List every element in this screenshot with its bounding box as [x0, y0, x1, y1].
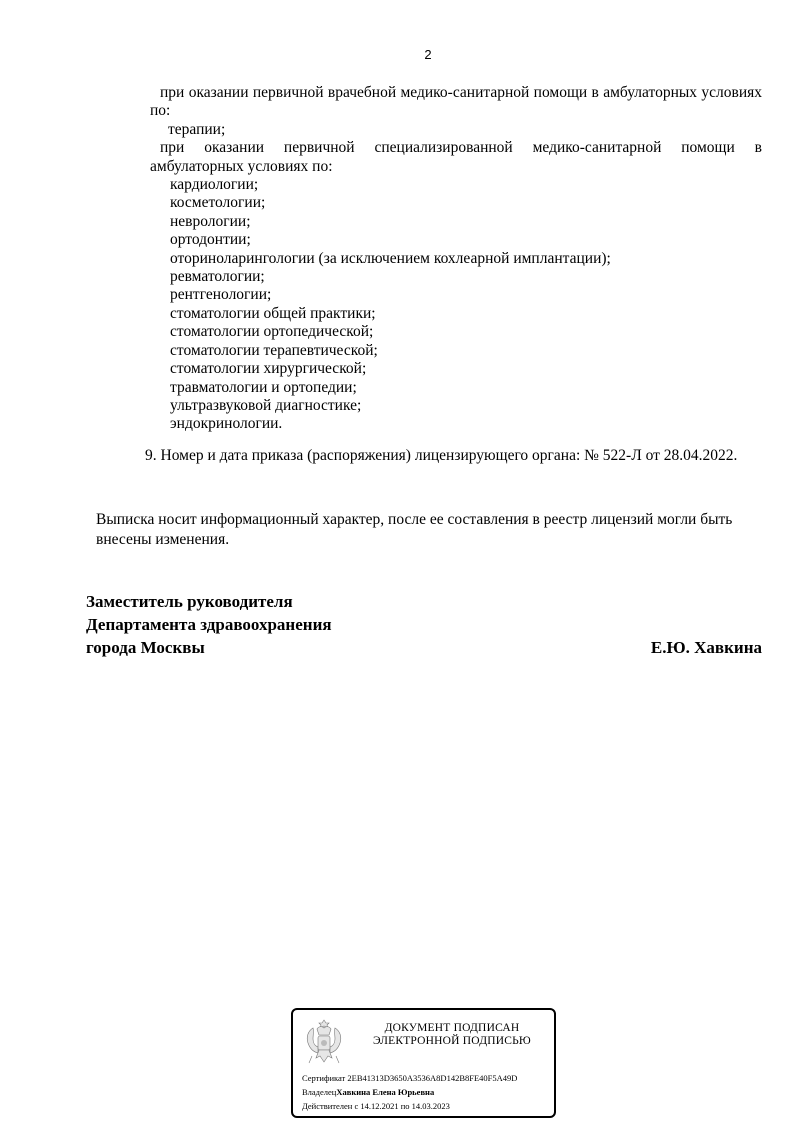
specialty-item: кардиологии;: [170, 176, 259, 194]
owner-value: Хавкина Елена Юрьевна: [336, 1087, 435, 1097]
order-number-line: 9. Номер и дата приказа (распоряжения) лицензирующего органа: № 522-Л от 28.04.2022.: [145, 447, 738, 464]
specialty-item: рентгенологии;: [170, 286, 272, 304]
signature-block: [86, 590, 762, 659]
certificate-line: [302, 1071, 517, 1085]
specialized-care-paragraph: при оказании первичной специализированной медико-санитарной помощи в амбулаторных условиях по:: [150, 139, 762, 175]
specialty-item: неврологии;: [170, 212, 251, 230]
stamp-title-line: ЭЛЕКТРОННОЙ ПОДПИСЬЮ: [373, 1035, 531, 1047]
electronic-signature-stamp: [291, 1008, 556, 1118]
validity-line: Действителен с 14.12.2021 по 14.03.2023: [302, 1101, 450, 1111]
specialty-item: стоматологии ортопедической;: [170, 323, 374, 341]
owner-line: [302, 1085, 517, 1099]
stamp-title-line: ДОКУМЕНТ ПОДПИСАН: [384, 1022, 520, 1034]
specialty-item: стоматологии хирургической;: [170, 360, 367, 378]
coat-of-arms-icon: [304, 1016, 344, 1070]
specialty-item: стоматологии общей практики;: [170, 304, 376, 322]
page-number: 2: [424, 47, 432, 62]
specialty-item: ревматологии;: [170, 268, 265, 286]
signer-position-line: города Москвы: [86, 638, 205, 657]
primary-care-paragraph: при оказании первичной врачебной медико-санитарной помощи в амбулаторных условиях по:: [150, 84, 762, 120]
specialty-item: эндокринологии.: [170, 415, 283, 433]
signer-position-line: Департамента здравоохранения: [86, 615, 332, 634]
primary-care-item: терапии;: [168, 120, 226, 138]
owner-label: Владелец: [302, 1087, 337, 1097]
signer-name: Е.Ю. Хавкина: [650, 638, 762, 657]
stamp-details: [302, 1071, 517, 1113]
specialty-item: стоматологии терапевтической;: [170, 341, 378, 359]
specialty-item: травматологии и ортопедии;: [170, 378, 357, 396]
signer-position-line: Заместитель руководителя: [86, 592, 293, 611]
informational-note: Выписка носит информационный характер, после ее составления в реестр лицензий могли быть внесены изменения.: [96, 511, 733, 548]
specialty-item: оториноларингологии (за исключением кохлеарной имплантации);: [170, 249, 611, 267]
specialty-item: косметологии;: [170, 194, 266, 212]
certificate-value: 2EB41313D3650A3536A8D142B8FE40F5A49D: [347, 1073, 518, 1083]
specialty-item: ортодонтии;: [170, 231, 251, 249]
specialty-item: ультразвуковой диагностике;: [170, 396, 362, 414]
stamp-title: [357, 1022, 547, 1048]
license-services-section: [150, 84, 762, 434]
certificate-label: Сертификат: [302, 1073, 346, 1083]
